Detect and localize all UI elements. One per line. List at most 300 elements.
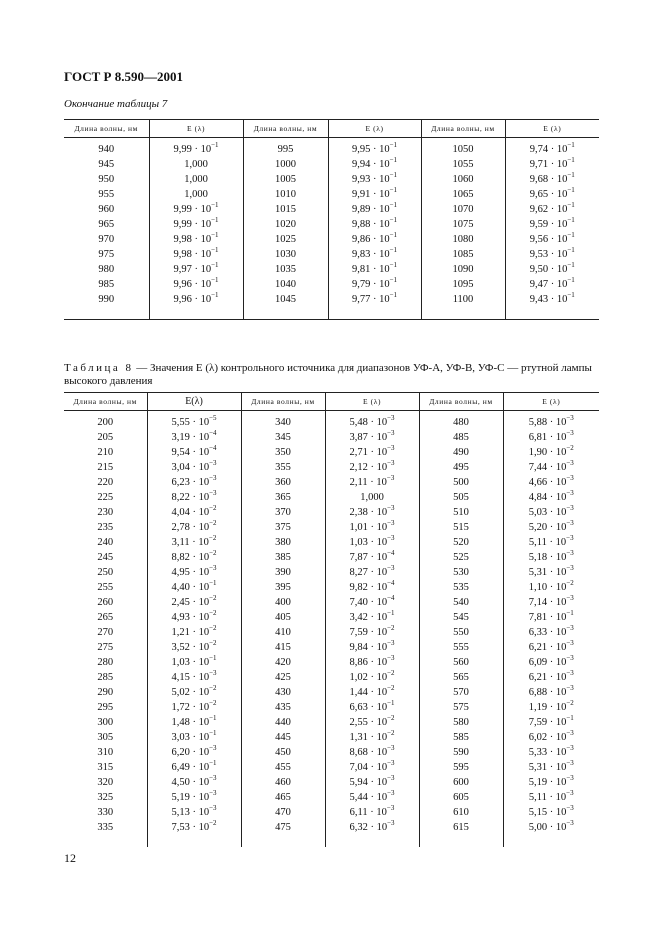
irradiance-exponent: −3 — [387, 504, 395, 512]
irradiance-mantissa: 8,68 · 10 — [349, 747, 388, 758]
irradiance-cell — [147, 565, 241, 580]
table-row — [64, 700, 599, 715]
irradiance-mantissa: 9,86 · 10 — [351, 234, 390, 245]
irradiance-mantissa: 9,89 · 10 — [351, 204, 390, 215]
table-row — [64, 232, 599, 247]
table-row — [64, 580, 599, 595]
irradiance-cell — [149, 292, 243, 307]
table-row — [64, 625, 599, 640]
irradiance-mantissa: 9,56 · 10 — [529, 234, 568, 245]
table-row — [64, 805, 599, 820]
irradiance-exponent: −1 — [567, 291, 575, 299]
irradiance-cell — [325, 700, 419, 715]
irradiance-cell — [505, 142, 599, 157]
irradiance-mantissa: 7,59 · 10 — [528, 717, 567, 728]
table-row — [64, 565, 599, 580]
wavelength-cell: 480 — [419, 415, 503, 430]
wavelength-cell: 975 — [98, 249, 115, 260]
irradiance-exponent: −2 — [209, 699, 217, 707]
table8-caption-label: Таблица 8 — [64, 362, 134, 374]
wavelength-cell: 500 — [419, 475, 503, 490]
irradiance-mantissa: 5,33 · 10 — [528, 747, 567, 758]
irradiance-mantissa: 5,44 · 10 — [349, 792, 388, 803]
table-row — [64, 172, 599, 187]
wavelength-cell: 520 — [419, 535, 503, 550]
irradiance-cell — [147, 430, 241, 445]
irradiance-exponent: −1 — [566, 609, 574, 617]
irradiance-mantissa: 9,77 · 10 — [351, 294, 390, 305]
irradiance-mantissa: 9,54 · 10 — [171, 447, 210, 458]
irradiance-cell — [147, 595, 241, 610]
irradiance-exponent: −1 — [389, 186, 398, 194]
irradiance-mantissa: 9,71 · 10 — [529, 159, 568, 170]
irradiance-exponent: −3 — [566, 549, 574, 557]
irradiance-mantissa: 2,55 · 10 — [349, 717, 388, 728]
irradiance-exponent: −3 — [387, 564, 395, 572]
wavelength-cell: 995 — [243, 142, 328, 157]
table-row — [64, 745, 599, 760]
wavelength-cell: 220 — [97, 477, 114, 488]
wavelength-cell: 410 — [241, 625, 325, 640]
col-header-e: E (λ) — [328, 120, 421, 138]
irradiance-cell — [147, 655, 241, 670]
irradiance-mantissa: 5,19 · 10 — [528, 777, 567, 788]
irradiance-mantissa: 7,14 · 10 — [528, 597, 567, 608]
wavelength-cell: 345 — [241, 430, 325, 445]
table-row — [64, 610, 599, 625]
wavelength-cell: 375 — [241, 520, 325, 535]
irradiance-exponent: −1 — [389, 276, 398, 284]
col-header-wavelength: Длина волны, нм — [64, 120, 149, 138]
irradiance-exponent: −3 — [566, 684, 574, 692]
wavelength-cell: 265 — [97, 612, 114, 623]
irradiance-mantissa: 5,15 · 10 — [528, 807, 567, 818]
irradiance-exponent: −1 — [389, 201, 398, 209]
irradiance-mantissa: 5,11 · 10 — [528, 537, 567, 548]
wavelength-cell: 305 — [97, 732, 114, 743]
irradiance-exponent: −3 — [566, 774, 574, 782]
irradiance-exponent: −1 — [389, 291, 398, 299]
irradiance-mantissa: 5,18 · 10 — [528, 552, 567, 563]
wavelength-cell: 295 — [97, 702, 114, 713]
irradiance-cell — [505, 277, 599, 292]
irradiance-mantissa: 7,44 · 10 — [528, 462, 567, 473]
irradiance-cell — [328, 217, 421, 232]
irradiance-mantissa: 5,55 · 10 — [171, 417, 210, 428]
col-header-wavelength: Длина волны, нм — [419, 393, 503, 411]
irradiance-exponent: −3 — [566, 474, 574, 482]
irradiance-cell — [503, 805, 599, 820]
wavelength-cell: 315 — [97, 762, 114, 773]
wavelength-cell: 370 — [241, 505, 325, 520]
table-row — [64, 142, 599, 157]
wavelength-cell: 595 — [419, 760, 503, 775]
wavelength-cell: 1020 — [243, 217, 328, 232]
irradiance-exponent: −1 — [389, 141, 398, 149]
irradiance-exponent: −3 — [209, 459, 217, 467]
irradiance-cell — [325, 610, 419, 625]
wavelength-cell: 590 — [419, 745, 503, 760]
col-header-e: E(λ) — [147, 393, 241, 411]
irradiance-mantissa: 1,03 · 10 — [171, 657, 210, 668]
irradiance-cell — [503, 640, 599, 655]
wavelength-cell: 250 — [97, 567, 114, 578]
irradiance-mantissa: 6,02 · 10 — [528, 732, 567, 743]
irradiance-cell — [328, 247, 421, 262]
irradiance-mantissa: 9,74 · 10 — [529, 144, 568, 155]
table-row — [64, 505, 599, 520]
irradiance-exponent: −3 — [566, 459, 574, 467]
wavelength-cell: 280 — [97, 657, 114, 668]
irradiance-mantissa: 5,31 · 10 — [528, 762, 567, 773]
table-row — [64, 292, 599, 307]
wavelength-cell: 445 — [241, 730, 325, 745]
irradiance-cell — [147, 730, 241, 745]
irradiance-cell — [325, 775, 419, 790]
irradiance-exponent: −1 — [389, 231, 398, 239]
wavelength-cell: 200 — [97, 417, 114, 428]
irradiance-exponent: −3 — [566, 639, 574, 647]
irradiance-exponent: −2 — [566, 444, 574, 452]
irradiance-cell — [328, 262, 421, 277]
irradiance-cell — [149, 202, 243, 217]
wavelength-cell: 1040 — [243, 277, 328, 292]
table-7 — [64, 119, 599, 320]
irradiance-cell — [325, 520, 419, 535]
irradiance-exponent: −1 — [387, 609, 395, 617]
irradiance-cell — [503, 460, 599, 475]
irradiance-exponent: −3 — [566, 759, 574, 767]
irradiance-mantissa: 9,96 · 10 — [173, 294, 212, 305]
irradiance-mantissa: 1,10 · 10 — [528, 582, 567, 593]
irradiance-cell — [147, 685, 241, 700]
table-row — [64, 460, 599, 475]
irradiance-cell — [325, 475, 419, 490]
irradiance-mantissa: 6,63 · 10 — [349, 702, 388, 713]
table-row — [64, 655, 599, 670]
irradiance-mantissa: 9,83 · 10 — [351, 249, 390, 260]
irradiance-mantissa: 6,21 · 10 — [528, 642, 567, 653]
irradiance-mantissa: 6,49 · 10 — [171, 762, 210, 773]
irradiance-mantissa: 9,91 · 10 — [351, 189, 390, 200]
wavelength-cell: 1085 — [421, 247, 505, 262]
irradiance-exponent: −3 — [387, 744, 395, 752]
irradiance-exponent: −2 — [387, 684, 395, 692]
irradiance-mantissa: 2,38 · 10 — [349, 507, 388, 518]
irradiance-exponent: −1 — [389, 261, 398, 269]
irradiance-exponent: −3 — [209, 474, 217, 482]
wavelength-cell: 565 — [419, 670, 503, 685]
irradiance-cell — [503, 490, 599, 505]
irradiance-mantissa: 8,27 · 10 — [349, 567, 388, 578]
irradiance-mantissa: 1,19 · 10 — [528, 702, 567, 713]
irradiance-exponent: −3 — [209, 774, 217, 782]
wavelength-cell: 275 — [97, 642, 114, 653]
irradiance-mantissa: 5,88 · 10 — [528, 417, 567, 428]
table-row — [64, 262, 599, 277]
irradiance-cell — [328, 277, 421, 292]
irradiance-exponent: −2 — [566, 579, 574, 587]
irradiance-mantissa: 9,96 · 10 — [173, 279, 212, 290]
irradiance-cell — [503, 595, 599, 610]
wavelength-cell: 290 — [97, 687, 114, 698]
irradiance-cell — [505, 262, 599, 277]
table-row — [64, 202, 599, 217]
wavelength-cell: 350 — [241, 445, 325, 460]
irradiance-cell — [147, 805, 241, 820]
irradiance-mantissa: 8,82 · 10 — [171, 552, 210, 563]
irradiance-cell — [147, 700, 241, 715]
wavelength-cell: 395 — [241, 580, 325, 595]
irradiance-cell — [328, 202, 421, 217]
irradiance-cell — [503, 790, 599, 805]
irradiance-mantissa: 2,71 · 10 — [349, 447, 388, 458]
wavelength-cell: 240 — [97, 537, 114, 548]
irradiance-exponent: −1 — [209, 729, 217, 737]
wavelength-cell: 460 — [241, 775, 325, 790]
irradiance-cell — [328, 187, 421, 202]
irradiance-mantissa: 2,11 · 10 — [349, 477, 387, 488]
wavelength-cell: 1080 — [421, 232, 505, 247]
irradiance-mantissa: 5,03 · 10 — [528, 507, 567, 518]
table7-header-row — [64, 120, 599, 138]
wavelength-cell: 1045 — [243, 292, 328, 307]
wavelength-cell: 955 — [98, 189, 115, 200]
wavelength-cell: 535 — [419, 580, 503, 595]
standard-designation: ГОСТ Р 8.590—2001 — [64, 69, 183, 84]
irradiance-cell — [503, 730, 599, 745]
wavelength-cell: 300 — [97, 717, 114, 728]
irradiance-mantissa: 7,81 · 10 — [528, 612, 567, 623]
irradiance-mantissa: 9,59 · 10 — [529, 219, 568, 230]
irradiance-cell — [325, 805, 419, 820]
table-row — [64, 715, 599, 730]
irradiance-cell — [147, 415, 241, 430]
irradiance-cell — [325, 685, 419, 700]
irradiance-exponent: −4 — [387, 549, 395, 557]
table8-caption-text: — Значения E (λ) контрольного источника для диапазонов УФ-А, УФ-В, УФ-С — ртутной лампы высокого давления — [64, 362, 592, 387]
wavelength-cell: 960 — [98, 204, 115, 215]
wavelength-cell: 270 — [97, 627, 114, 638]
irradiance-cell — [147, 505, 241, 520]
irradiance-mantissa: 9,98 · 10 — [173, 249, 212, 260]
irradiance-exponent: −3 — [566, 654, 574, 662]
irradiance-mantissa: 1,01 · 10 — [349, 522, 388, 533]
irradiance-cell — [147, 580, 241, 595]
irradiance-cell — [503, 625, 599, 640]
table-row — [64, 217, 599, 232]
wavelength-cell: 225 — [97, 492, 114, 503]
irradiance-cell — [505, 172, 599, 187]
irradiance-exponent: −3 — [566, 594, 574, 602]
irradiance-exponent: −2 — [387, 669, 395, 677]
irradiance-mantissa: 7,59 · 10 — [349, 627, 388, 638]
wavelength-cell: 605 — [419, 790, 503, 805]
irradiance-cell — [325, 745, 419, 760]
irradiance-cell — [503, 430, 599, 445]
table-row — [64, 760, 599, 775]
col-header-wavelength: Длина волны, нм — [64, 393, 147, 411]
irradiance-cell — [325, 730, 419, 745]
irradiance-cell — [147, 715, 241, 730]
irradiance-exponent: −3 — [387, 519, 395, 527]
irradiance-mantissa: 6,81 · 10 — [528, 432, 567, 443]
irradiance-exponent: −3 — [209, 804, 217, 812]
irradiance-exponent: −1 — [389, 216, 398, 224]
irradiance-cell — [325, 460, 419, 475]
irradiance-mantissa: 3,87 · 10 — [349, 432, 388, 443]
wavelength-cell: 425 — [241, 670, 325, 685]
irradiance-mantissa: 9,94 · 10 — [351, 159, 390, 170]
wavelength-cell: 435 — [241, 700, 325, 715]
irradiance-exponent: −3 — [387, 414, 395, 422]
irradiance-cell — [503, 565, 599, 580]
wavelength-cell: 545 — [419, 610, 503, 625]
irradiance-exponent: −1 — [567, 231, 575, 239]
irradiance-exponent: −1 — [567, 171, 575, 179]
table-row — [64, 670, 599, 685]
irradiance-cell — [149, 262, 243, 277]
irradiance-mantissa: 7,04 · 10 — [349, 762, 388, 773]
table-row — [64, 730, 599, 745]
wavelength-cell: 210 — [97, 447, 114, 458]
table-row — [64, 415, 599, 430]
irradiance-exponent: −1 — [211, 216, 219, 224]
wavelength-cell: 360 — [241, 475, 325, 490]
wavelength-cell: 1070 — [421, 202, 505, 217]
col-header-wavelength: Длина волны, нм — [243, 120, 328, 138]
irradiance-mantissa: 3,11 · 10 — [171, 537, 209, 548]
irradiance-exponent: −3 — [566, 414, 574, 422]
irradiance-exponent: −3 — [566, 789, 574, 797]
wavelength-cell: 575 — [419, 700, 503, 715]
wavelength-cell: 580 — [419, 715, 503, 730]
page-number: 12 — [64, 851, 76, 865]
irradiance-cell — [147, 625, 241, 640]
wavelength-cell: 550 — [419, 625, 503, 640]
wavelength-cell: 940 — [98, 144, 115, 155]
table-8 — [64, 392, 599, 847]
irradiance-exponent: −1 — [567, 216, 575, 224]
irradiance-exponent: −3 — [209, 669, 217, 677]
irradiance-cell — [149, 142, 243, 157]
irradiance-cell — [503, 760, 599, 775]
irradiance-mantissa: 9,43 · 10 — [529, 294, 568, 305]
irradiance-mantissa: 5,20 · 10 — [528, 522, 567, 533]
irradiance-exponent: −3 — [387, 444, 395, 452]
irradiance-cell — [503, 670, 599, 685]
irradiance-exponent: −1 — [209, 654, 217, 662]
irradiance-mantissa: 4,95 · 10 — [171, 567, 210, 578]
irradiance-exponent: −1 — [389, 246, 398, 254]
wavelength-cell: 335 — [97, 822, 114, 833]
irradiance-exponent: −4 — [209, 444, 217, 452]
wavelength-cell: 505 — [419, 490, 503, 505]
irradiance-cell — [147, 745, 241, 760]
irradiance-exponent: −3 — [387, 654, 395, 662]
wavelength-cell: 1000 — [243, 157, 328, 172]
wavelength-cell: 255 — [97, 582, 114, 593]
table-row — [64, 445, 599, 460]
table-row — [64, 790, 599, 805]
irradiance-exponent: −2 — [209, 624, 217, 632]
irradiance-exponent: −2 — [387, 624, 395, 632]
irradiance-mantissa: 9,98 · 10 — [173, 234, 212, 245]
irradiance-cell — [147, 610, 241, 625]
irradiance-cell — [328, 142, 421, 157]
wavelength-cell: 380 — [241, 535, 325, 550]
table-row — [64, 685, 599, 700]
irradiance-cell — [325, 820, 419, 835]
irradiance-cell — [149, 247, 243, 262]
irradiance-cell — [325, 715, 419, 730]
irradiance-exponent: −1 — [209, 579, 217, 587]
irradiance-mantissa: 6,33 · 10 — [528, 627, 567, 638]
irradiance-cell — [325, 550, 419, 565]
wavelength-cell: 555 — [419, 640, 503, 655]
irradiance-cell — [149, 277, 243, 292]
irradiance-mantissa: 2,12 · 10 — [349, 462, 388, 473]
irradiance-mantissa: 5,13 · 10 — [171, 807, 210, 818]
irradiance-mantissa: 3,42 · 10 — [349, 612, 388, 623]
irradiance-mantissa: 9,99 · 10 — [173, 144, 212, 155]
irradiance-exponent: −2 — [209, 519, 217, 527]
irradiance-mantissa: 9,82 · 10 — [349, 582, 388, 593]
wavelength-cell: 405 — [241, 610, 325, 625]
irradiance-cell — [325, 445, 419, 460]
irradiance-mantissa: 1,000 — [184, 174, 208, 185]
irradiance-exponent: −2 — [209, 609, 217, 617]
irradiance-cell — [503, 415, 599, 430]
wavelength-cell: 465 — [241, 790, 325, 805]
irradiance-exponent: −1 — [211, 231, 219, 239]
irradiance-mantissa: 1,02 · 10 — [349, 672, 388, 683]
col-header-e: E (λ) — [325, 393, 419, 411]
irradiance-exponent: −1 — [567, 201, 575, 209]
wavelength-cell: 440 — [241, 715, 325, 730]
irradiance-exponent: −2 — [209, 639, 217, 647]
irradiance-exponent: −1 — [567, 261, 575, 269]
wavelength-cell: 365 — [241, 490, 325, 505]
irradiance-exponent: −1 — [211, 276, 219, 284]
irradiance-exponent: −3 — [387, 534, 395, 542]
irradiance-mantissa: 1,44 · 10 — [349, 687, 388, 698]
irradiance-cell — [325, 415, 419, 430]
wavelength-cell: 980 — [98, 264, 115, 275]
col-header-e: E (λ) — [505, 120, 599, 138]
irradiance-exponent: −3 — [566, 804, 574, 812]
irradiance-cell — [147, 535, 241, 550]
wavelength-cell: 1010 — [243, 187, 328, 202]
irradiance-cell — [503, 775, 599, 790]
irradiance-mantissa: 9,53 · 10 — [529, 249, 568, 260]
wavelength-cell: 530 — [419, 565, 503, 580]
irradiance-mantissa: 9,93 · 10 — [351, 174, 390, 185]
wavelength-cell: 585 — [419, 730, 503, 745]
irradiance-cell — [149, 157, 243, 172]
wavelength-cell: 285 — [97, 672, 114, 683]
irradiance-mantissa: 4,93 · 10 — [171, 612, 210, 623]
wavelength-cell: 485 — [419, 430, 503, 445]
irradiance-cell — [503, 745, 599, 760]
irradiance-mantissa: 1,000 — [184, 189, 208, 200]
table-row — [64, 247, 599, 262]
wavelength-cell: 990 — [98, 294, 115, 305]
irradiance-cell — [147, 640, 241, 655]
irradiance-cell — [503, 505, 599, 520]
wavelength-cell: 495 — [419, 460, 503, 475]
irradiance-exponent: −1 — [211, 201, 219, 209]
